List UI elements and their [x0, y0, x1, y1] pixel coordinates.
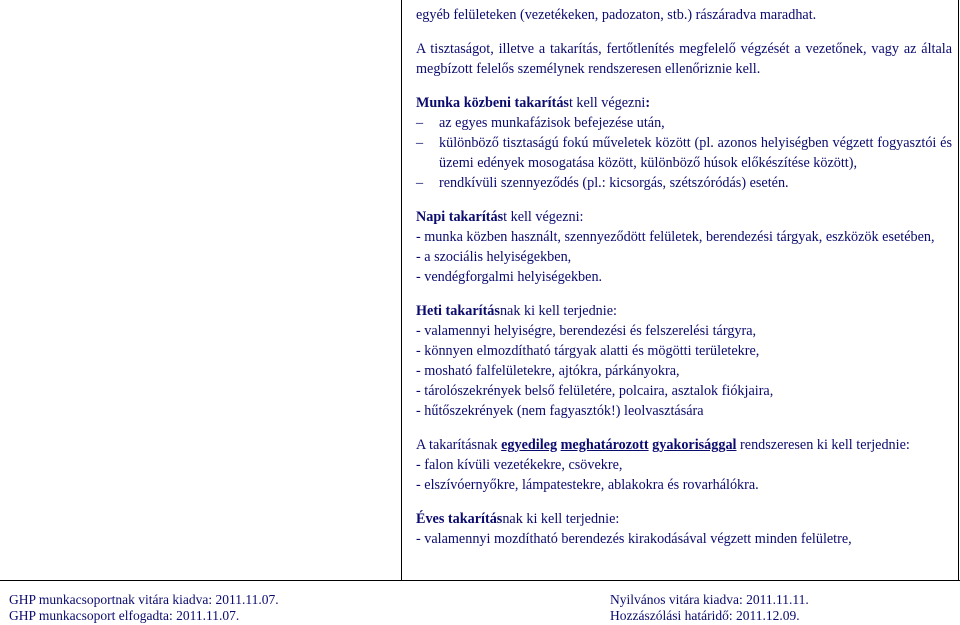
list-item: – különböző tisztaságú fokú műveletek között (pl. azonos helyiségben végzett fogyasztói és üzemi edények mosogatása között, különböző húsok előkészítése között), [416, 135, 952, 171]
document-body [416, 5, 952, 549]
footer-sent-date: GHP munkacsoportnak vitára kiadva: 2011.11.07. [9, 592, 279, 607]
list-item: - falon kívüli vezetékekre, csövekre, [416, 457, 623, 473]
list-item: - tárolószekrények belső felületére, polcaira, asztalok fiókjaira, [416, 383, 774, 399]
list-item: - munka közben használt, szennyeződött felületek, berendezési tárgyak, eszközök esetében, [416, 229, 935, 245]
table-border-bottom [0, 580, 960, 581]
table-border-left [401, 0, 402, 580]
footer-accepted-date: GHP munkacsoport elfogadta: 2011.11.07. [9, 608, 240, 623]
list-item: - elszívóernyőkre, lámpatestekre, ablakokra és rovarhálókra. [416, 477, 759, 493]
paragraph-supervision: A tisztaságot, illetve a takarítás, fertőtlenítés megfelelő végzését a vezetőnek, vagy az általa megbízott felelős személynek rendszeresen ellenőriznie kell. [416, 41, 952, 77]
list-item: - könnyen elmozdítható tárgyak alatti és mögötti területekre, [416, 343, 760, 359]
list-item: – az egyes munkafázisok befejezése után, [416, 115, 665, 131]
footer-deadline: Hozzászólási határidő: 2011.12.09. [610, 608, 800, 623]
paragraph-line-1: egyéb felületeken (vezetékeken, padozaton, stb.) rászáradva maradhat. [416, 7, 817, 23]
paragraph-gyakorisag: A takarításnak egyedileg meghatározott gyakorisággal rendszeresen ki kell terjednie: [416, 437, 910, 453]
list-item: - valamennyi helyiségre, berendezési és felszerelési tárgyra, [416, 323, 757, 339]
heading-heti: Heti takarításnak ki kell terjednie: [416, 303, 617, 319]
list-item: - valamennyi mozdítható berendezés kirakodásával végzett minden felületre, [416, 531, 852, 547]
footer-public-date: Nyilvános vitára kiadva: 2011.11.11. [610, 592, 809, 607]
page-footer [0, 592, 960, 624]
list-item: - a szociális helyiségekben, [416, 249, 572, 265]
list-item: - hűtőszekrények (nem fagyasztók!) leolvasztására [416, 403, 704, 419]
list-item: - vendégforgalmi helyiségekben. [416, 269, 603, 285]
heading-eves: Éves takarításnak ki kell terjednie: [416, 511, 620, 527]
list-item: – rendkívüli szennyeződés (pl.: kicsorgás, szétszóródás) esetén. [416, 175, 789, 191]
table-border-right [958, 0, 959, 580]
list-item: - mosható falfelületekre, ajtókra, párkányokra, [416, 363, 680, 379]
heading-munka-kozbeni: Munka közbeni takarítást kell végezni: [416, 95, 651, 111]
heading-napi: Napi takarítást kell végezni: [416, 209, 584, 225]
